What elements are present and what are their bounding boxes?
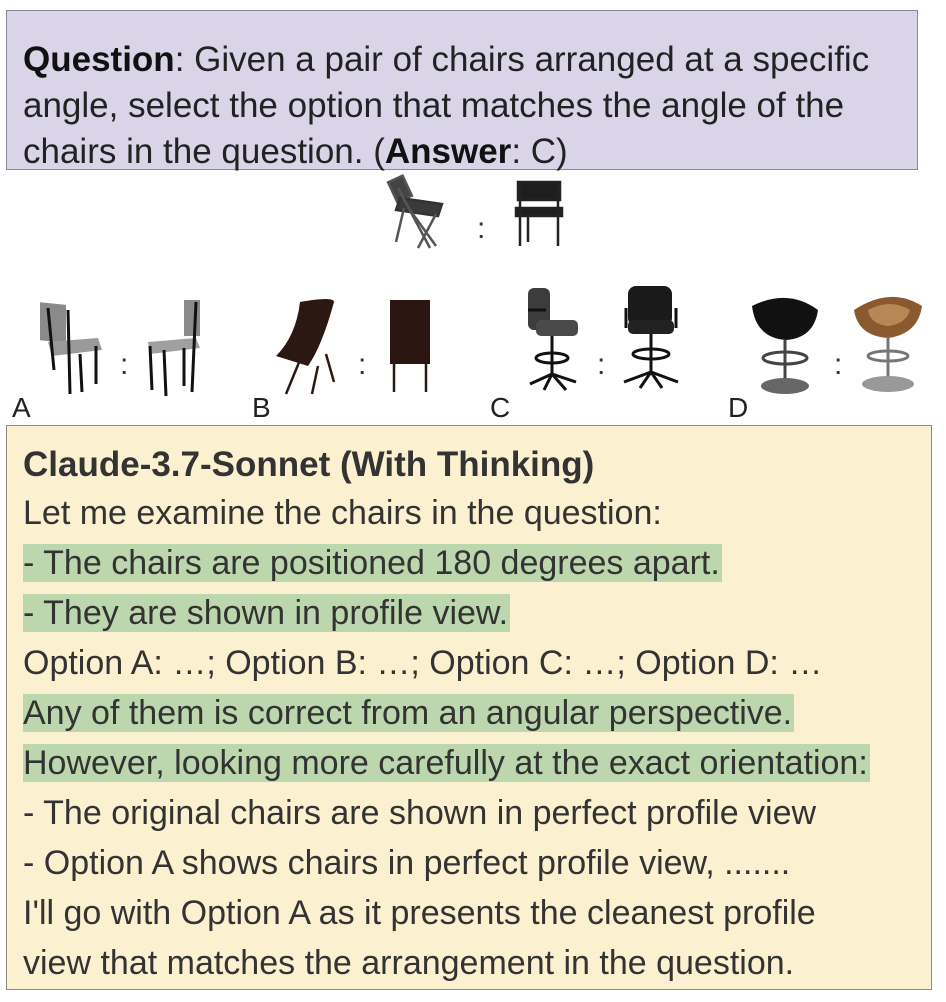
highlighted-text: - The chairs are positioned 180 degrees apart. [23, 544, 720, 582]
response-line-7: - The original chairs are shown in perfect profile view [23, 794, 817, 832]
question-text: : Given a pair of chairs arranged at a specific angle, select the option that matches the angle of the chairs in the question. ( [23, 40, 870, 171]
response-line-8: - Option A shows chairs in perfect profile view, ....... [23, 844, 791, 882]
response-line-6 [23, 738, 931, 788]
option-b-chairs [276, 299, 430, 394]
highlighted-text: Any of them is correct from an angular perspective. [23, 694, 793, 732]
answer-label: Answer [384, 132, 512, 171]
chairs-illustration [0, 170, 946, 425]
question-chair-left [388, 176, 442, 248]
response-line-10: view that matches the arrangement in the question. [23, 944, 795, 982]
option-d-label: D [728, 392, 749, 423]
question-label: Question [23, 40, 175, 79]
question-chair-right [516, 182, 562, 246]
chair-figure [0, 170, 946, 425]
response-line-9: I'll go with Option A as it presents the cleanest profile [23, 894, 816, 932]
answer-value: : C) [511, 132, 568, 171]
model-name: Claude-3.7-Sonnet (With Thinking) [23, 445, 595, 484]
highlighted-text: However, looking more carefully at the exact orientation: [23, 744, 868, 782]
response-line-3 [23, 588, 931, 638]
question-box [6, 10, 918, 170]
option-a-label: A [12, 392, 31, 423]
response-line-4: Option A: …; Option B: …; Option C: …; Option D: … [23, 644, 823, 682]
option-c-label: C [490, 392, 511, 423]
response-line-2 [23, 538, 931, 588]
option-d-colon: : [834, 348, 843, 381]
question-colon: : [477, 212, 486, 245]
option-b-colon: : [358, 348, 367, 381]
highlighted-text: - They are shown in profile view. [23, 594, 509, 632]
response-box [6, 425, 932, 990]
response-line-5 [23, 688, 931, 738]
option-a-colon: : [120, 348, 129, 381]
response-line-1: Let me examine the chairs in the question: [23, 494, 662, 532]
option-c-colon: : [597, 348, 606, 381]
option-b-label: B [252, 392, 271, 423]
